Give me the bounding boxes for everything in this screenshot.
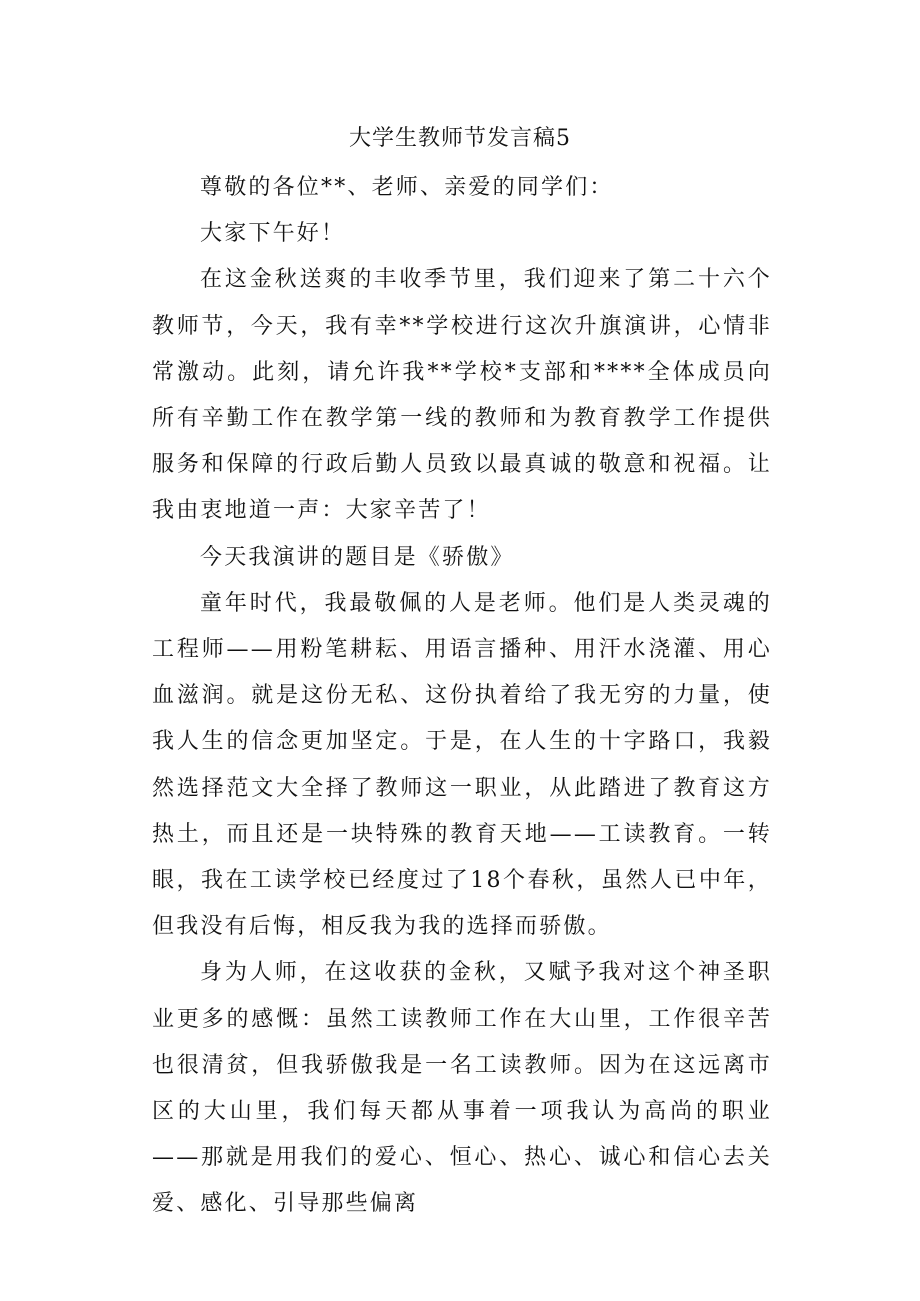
document-title: 大学生教师节发言稿5	[349, 126, 571, 151]
paragraph-greeting: 大家下午好！	[200, 221, 346, 247]
paragraph-opening: 在这金秋送爽的丰收季节里，我们迎来了第二十六个教师节，今天，我有幸**学校进行这次升旗演讲，心情非常激动。此刻，请允许我**学校*支部和****全体成员向所有辛勤工作在教学第一线的教师和为教育教学工作提供服务和保障的行政后勤人员致以最真诚的敬意和祝福。让我由衷地道一声：大家辛苦了！	[152, 267, 772, 524]
paragraph-childhood: 童年时代，我最敬佩的人是老师。他们是人类灵魂的工程师——用粉笔耕耘、用语言播种、用汗水浇灌、用心血滋润。就是这份无私、这份执着给了我无穷的力量，使我人生的信念更加坚定。于是，在人生的十字路口，我毅然选择范文大全择了教师这一职业，从此踏进了教育这方热土，而且还是一块特殊的教育天地——工读教育。一转眼，我在工读学校已经度过了18个春秋，虽然人已中年，但我没有后悔，相反我为我的选择而骄傲。	[152, 590, 772, 940]
document-body	[152, 165, 772, 1228]
paragraph-topic: 今天我演讲的题目是《骄傲》	[200, 544, 515, 570]
paragraph-pride: 身为人师，在这收获的金秋，又赋予我对这个神圣职业更多的感慨：虽然工读教师工作在大山里，工作很辛苦也很清贫，但我骄傲我是一名工读教师。因为在这远离市区的大山里，我们每天都从事着一项我认为高尚的职业——那就是用我们的爱心、恒心、热心、诚心和信心去关爱、感化、引导那些偏离	[152, 960, 772, 1217]
paragraph-salutation: 尊敬的各位**、老师、亲爱的同学们：	[200, 175, 614, 200]
